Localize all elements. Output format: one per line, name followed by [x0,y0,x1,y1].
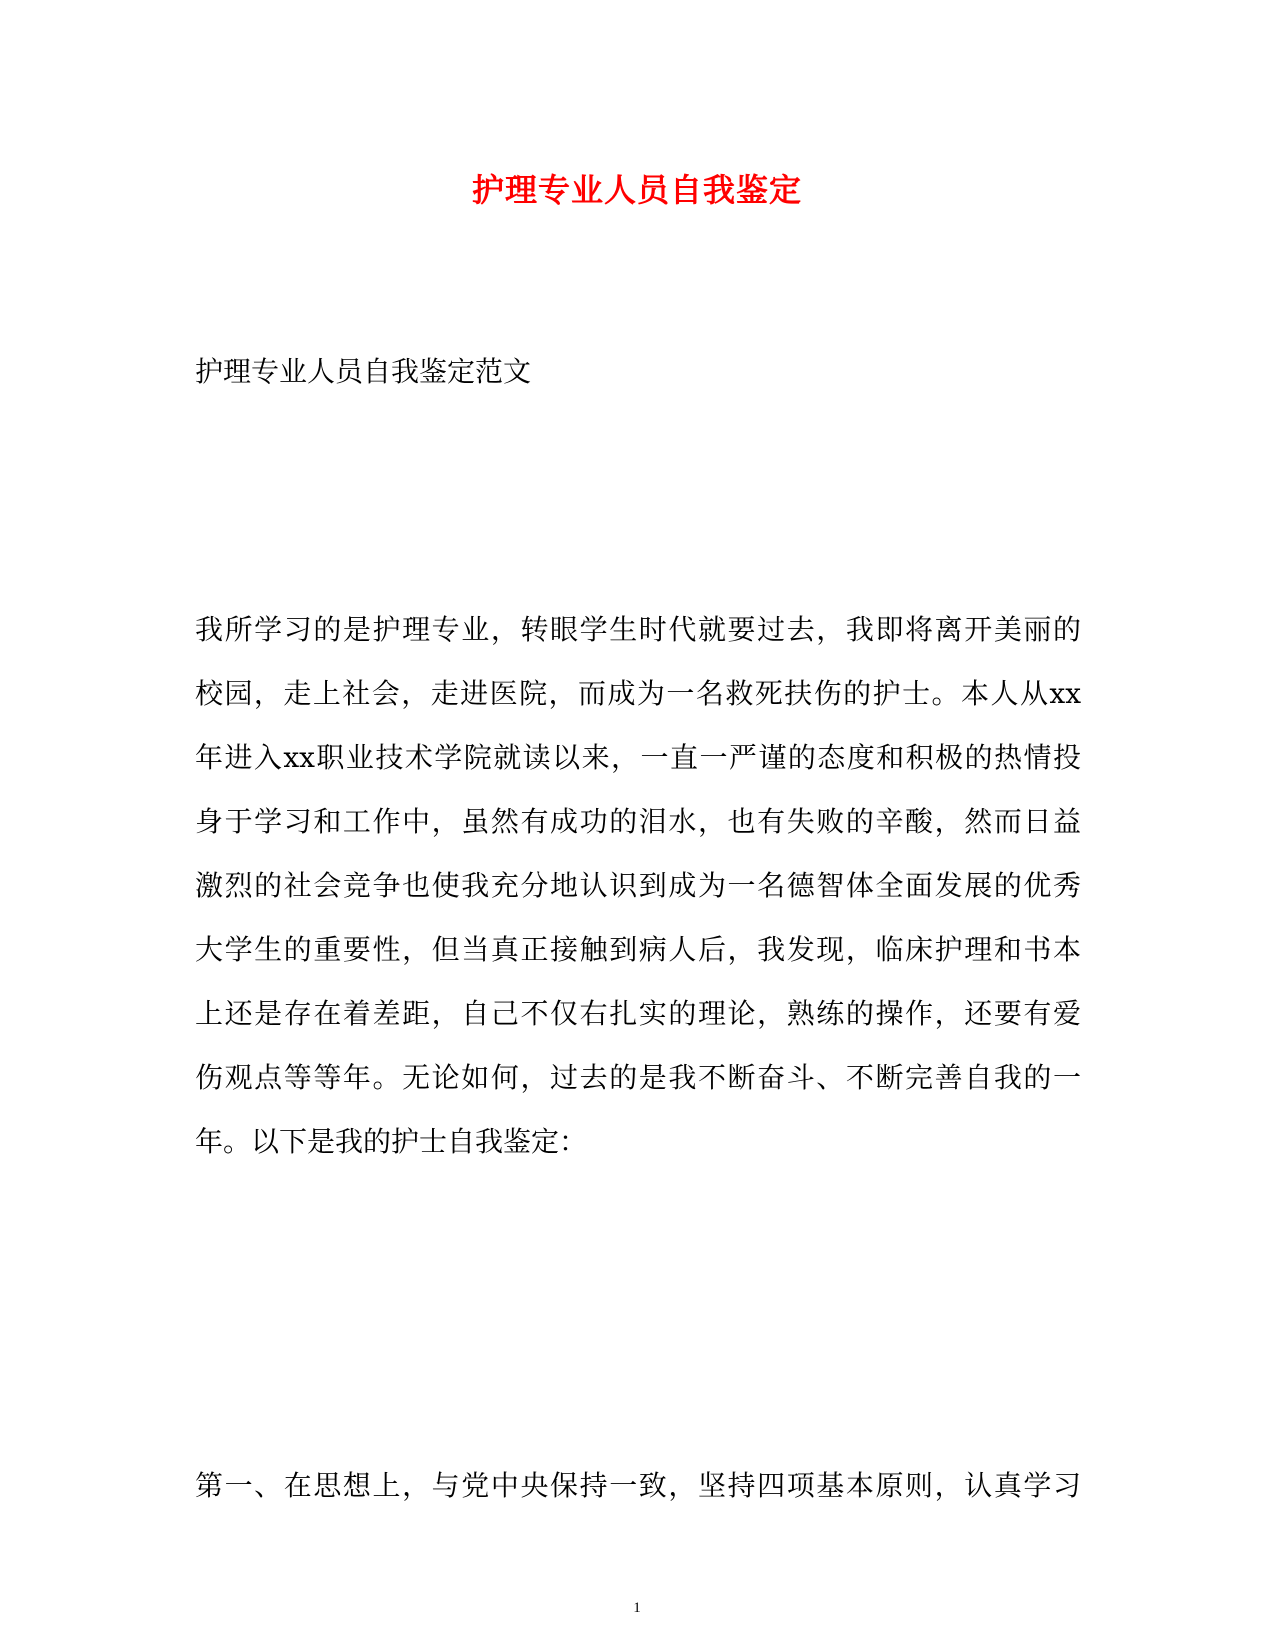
paragraph-line: 我所学习的是护理专业，转眼学生时代就要过去，我即将离开美丽的 [195,613,1081,646]
paragraph-line: 年。以下是我的护士自我鉴定： [195,1125,588,1158]
paragraph-line: 年进入xx职业技术学院就读以来，一直一严谨的态度和积极的热情投 [195,741,1081,774]
page-number: 1 [633,1600,641,1616]
document-title: 护理专业人员自我鉴定 [471,171,802,209]
paragraph-line: 大学生的重要性，但当真正接触到病人后，我发现，临床护理和书本 [195,933,1081,966]
document-subtitle: 护理专业人员自我鉴定范文 [195,355,532,388]
paragraph-line: 身于学习和工作中，虽然有成功的泪水，也有失败的辛酸，然而日益 [195,805,1081,838]
paragraph-line: 第一、在思想上，与党中央保持一致，坚持四项基本原则，认真学习 [195,1469,1081,1502]
paragraph-line: 伤观点等等年。无论如何，过去的是我不断奋斗、不断完善自我的一 [195,1061,1081,1094]
paragraph-line: 激烈的社会竞争也使我充分地认识到成为一名德智体全面发展的优秀 [195,869,1081,902]
paragraph-line: 上还是存在着差距，自己不仅右扎实的理论，熟练的操作，还要有爱 [195,997,1081,1030]
paragraph-first-point [195,1454,1081,1518]
paragraph-intro [195,598,1081,1174]
paragraph-line: 校园，走上社会，走进医院，而成为一名救死扶伤的护士。本人从xx [195,677,1081,710]
